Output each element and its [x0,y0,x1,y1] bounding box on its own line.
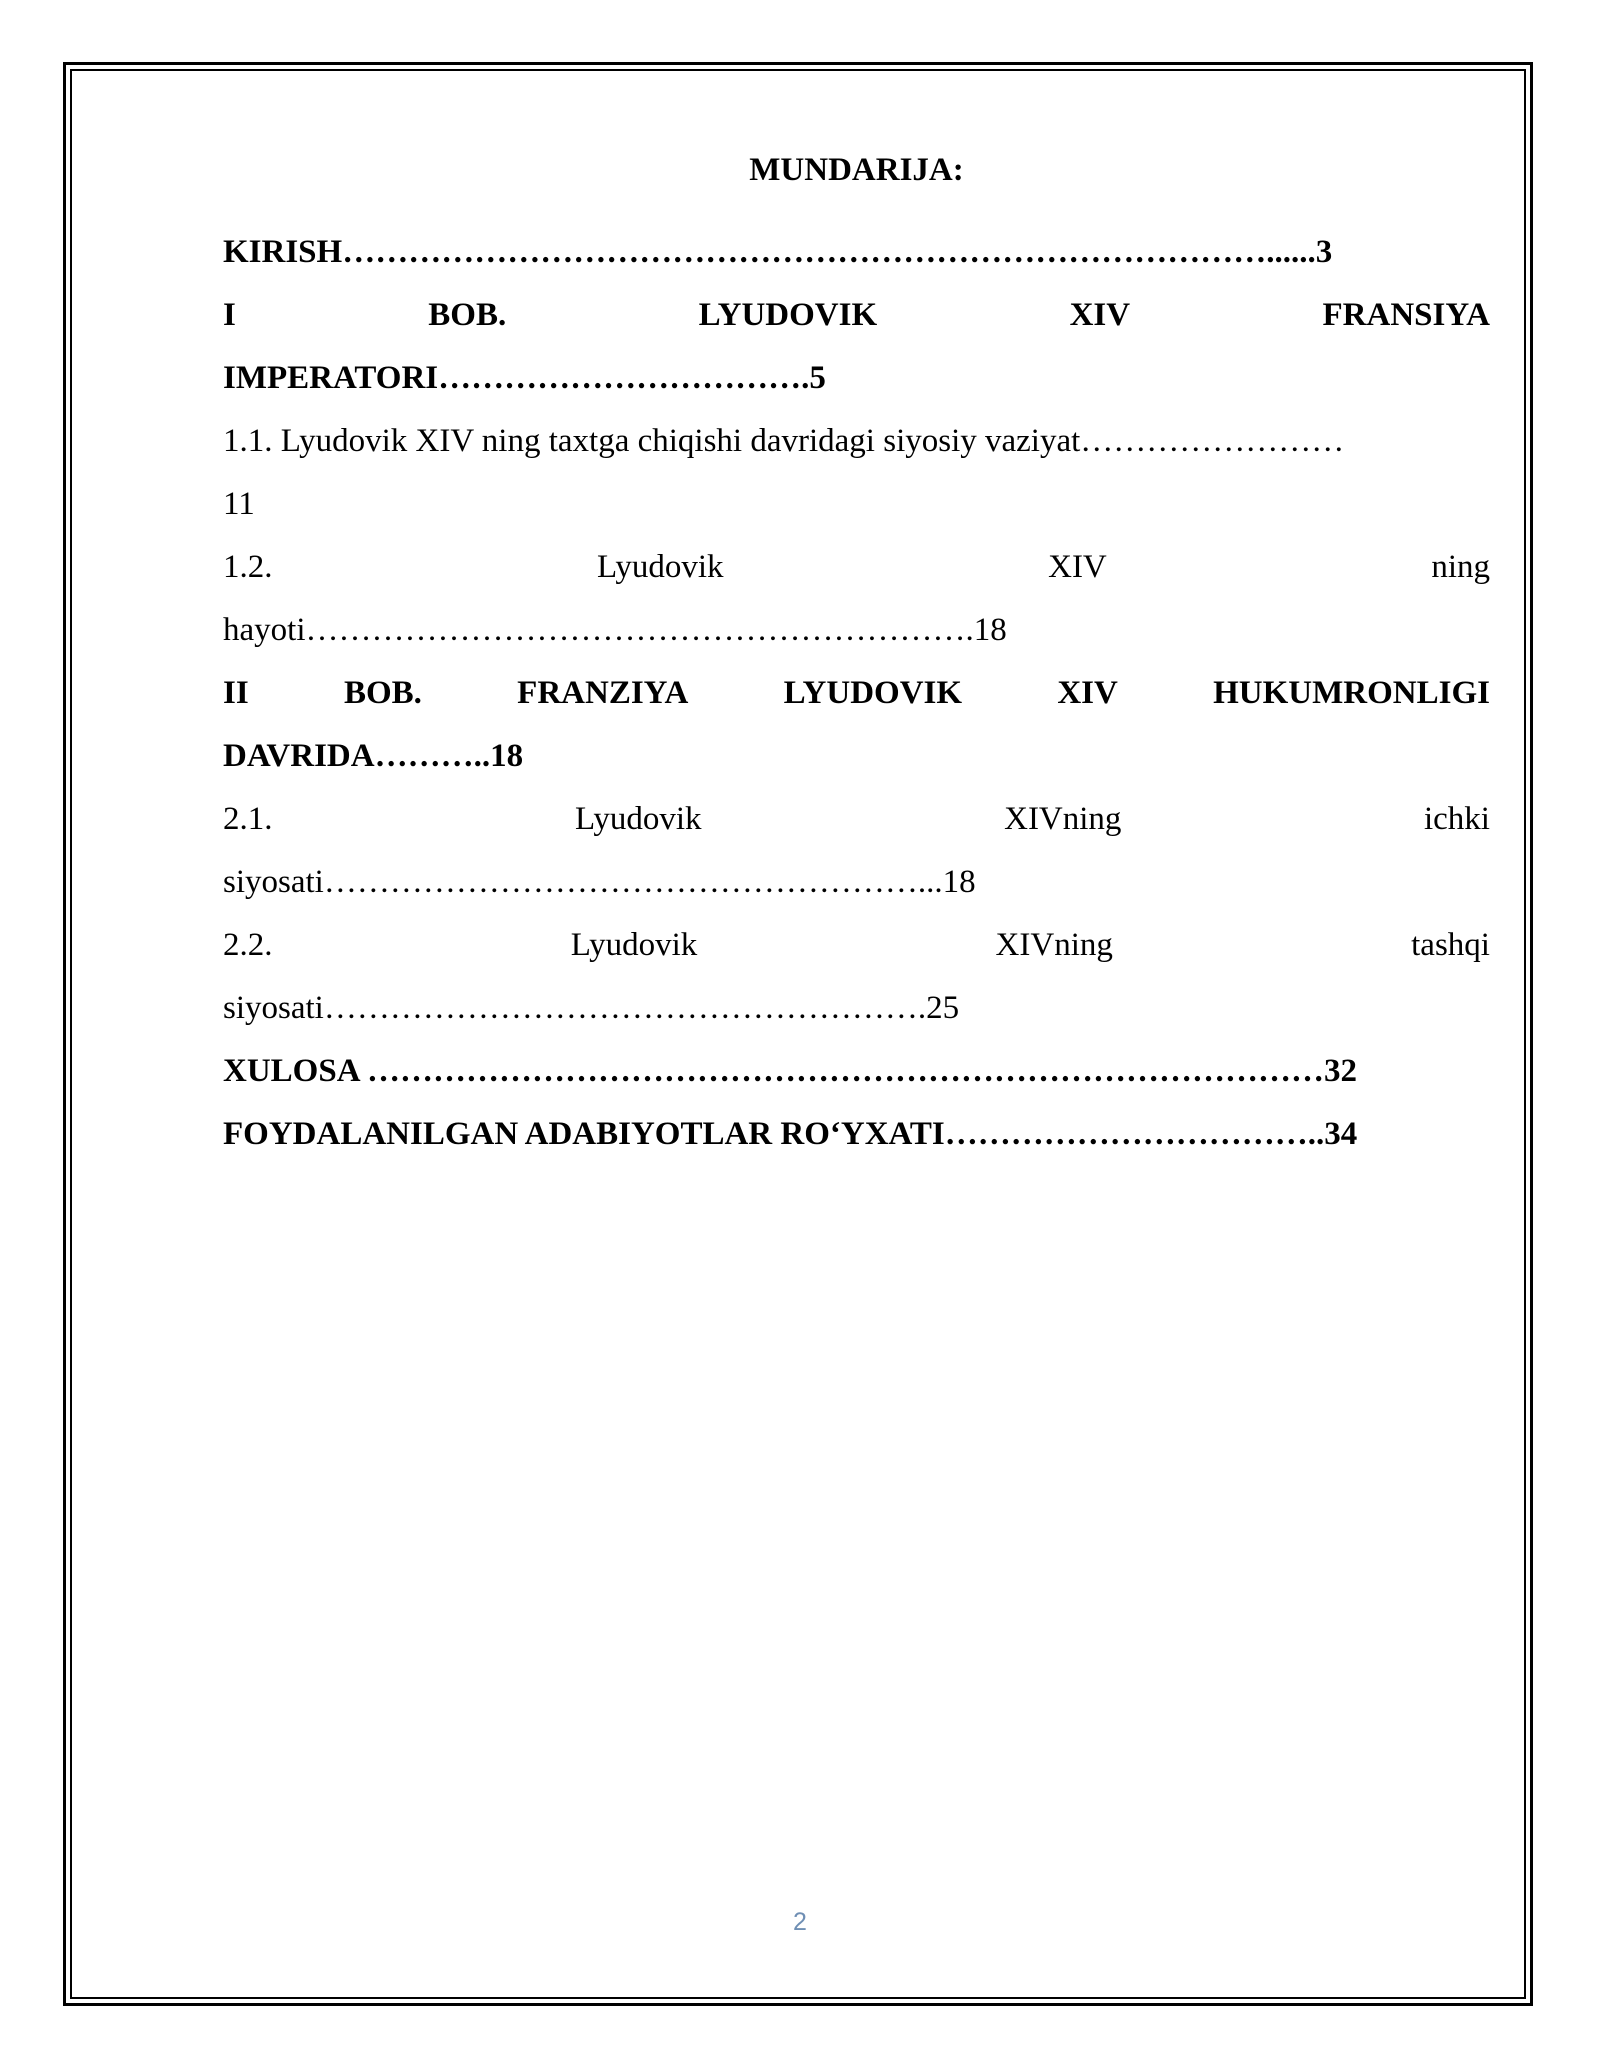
toc-word: 2.2. [223,927,273,963]
toc-entry-section-1-2 [223,547,1490,587]
toc-entry-section-2-1-continued: siyosati………………………………………………...18 [223,864,976,900]
toc-entry-chapter-1 [223,295,1490,335]
toc-word: FRANSIYA [1322,297,1490,333]
toc-word: HUKUMRONLIGI [1213,675,1490,711]
toc-word: XIV [1048,549,1107,585]
toc-word: II [223,675,249,711]
toc-entry-section-1-1-page: 11 [223,486,255,522]
toc-entry-references: FOYDALANILGAN ADABIYOTLAR RO‘YXATI……………………………..34 [223,1116,1358,1152]
toc-word: XIVning [1004,801,1122,837]
toc-word: Lyudovik [570,927,698,963]
toc-word: XIV [1069,297,1131,333]
toc-word: ning [1431,549,1490,585]
toc-entry-chapter-2 [223,673,1490,713]
toc-entry-chapter-1-continued: IMPERATORI…………………………….5 [223,360,826,396]
toc-word: 2.1. [223,801,273,837]
toc-entry-kirish: KIRISH…………………………………………………………………………......3 [223,234,1333,270]
toc-word: Lyudovik [597,549,724,585]
toc-word: BOB. [343,675,422,711]
toc-word: FRANZIYA [517,675,689,711]
toc-word: ichki [1423,801,1490,837]
toc-entry-section-2-1 [223,799,1490,839]
toc-entry-chapter-2-continued: DAVRIDA………..18 [223,738,524,774]
toc-entry-section-2-2-continued: siyosati……………………………………………….25 [223,990,960,1026]
toc-word: XIV [1057,675,1118,711]
toc-entry-section-2-2 [223,925,1490,965]
toc-word: 1.2. [223,549,273,585]
toc-entry-section-1-2-continued: hayoti…………………………………………………….18 [223,612,1007,648]
toc-word: LYUDOVIK [783,675,963,711]
toc-entry-xulosa: XULOSA ……………………………………………………………………………32 [223,1053,1357,1089]
toc-word: I [223,297,236,333]
toc-word: XIVning [995,927,1113,963]
toc-word: LYUDOVIK [698,297,878,333]
toc-word: Lyudovik [575,801,702,837]
toc-word: tashqi [1411,927,1490,963]
page-number: 2 [793,1908,807,1936]
toc-title: MUNDARIJA: [749,152,964,188]
toc-word: BOB. [428,297,507,333]
toc-entry-section-1-1: 1.1. Lyudovik XIV ning taxtga chiqishi davridagi siyosiy vaziyat…………………… [223,423,1345,459]
